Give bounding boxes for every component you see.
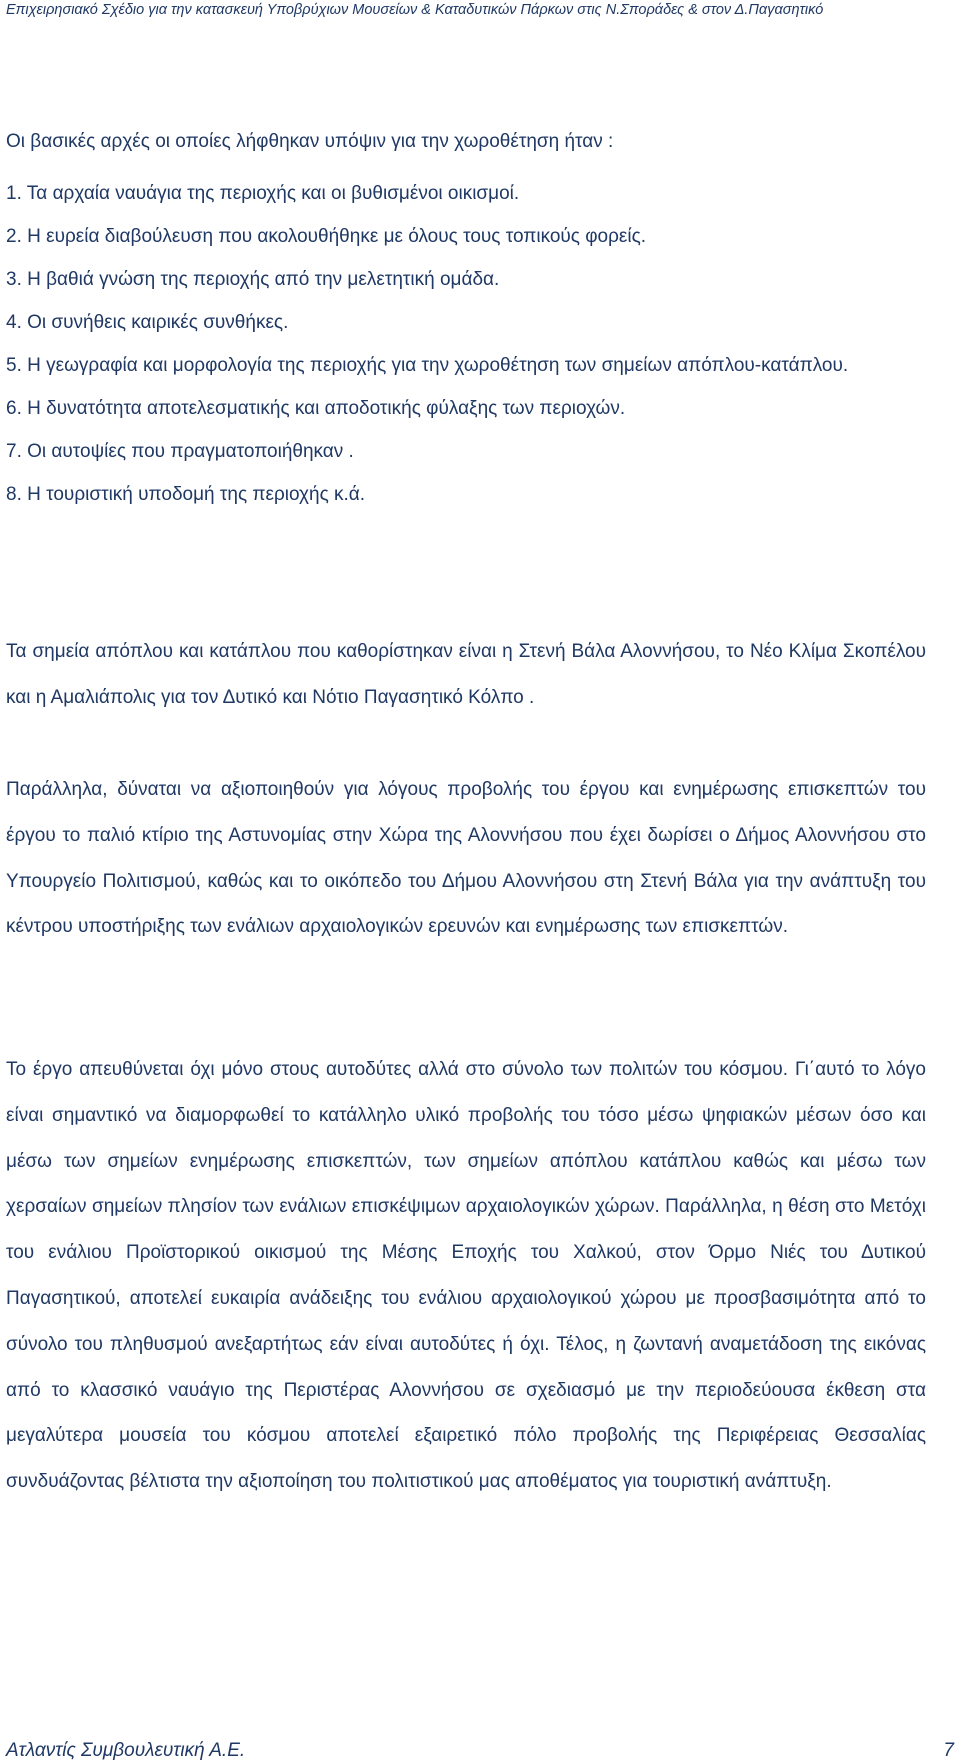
criteria-item: 6. Η δυνατότητα αποτελεσματικής και αποδοτικής φύλαξης των περιοχών. [6,398,626,419]
criteria-item: 7. Οι αυτοψίες που πραγματοποιήθηκαν . [6,441,354,462]
criteria-item: 5. Η γεωγραφία και μορφολογία της περιοχής για την χωροθέτηση των σημείων απόπλου-κατάπλου. [6,355,849,376]
criteria-item: 3. Η βαθιά γνώση της περιοχής από την μελετητική ομάδα. [6,269,500,290]
criteria-item: 4. Οι συνήθεις καιρικές συνθήκες. [6,312,289,333]
page-header: Επιχειρησιακό Σχέδιο για την κατασκευή Υποβρύχιων Μουσείων & Καταδυτικών Πάρκων στις Ν.Σποράδες & στον Δ.Παγασητικό [6,2,824,18]
footer-company-name: Ατλαντίς Συμβουλευτική Α.Ε. [6,1740,246,1761]
page-footer [6,1740,954,1764]
page-number: 7 [943,1740,954,1761]
promotion-facilities-paragraph: Παράλληλα, δύναται να αξιοποιηθούν για λόγους προβολής του έργου και ενημέρωσης επισκεπτών του έργου το παλιό κτίριο της Αστυνομίας στην Χώρα της Αλοννήσου που έχει δωρίσει ο Δήμος Αλοννήσου στο Υπουργείο Πολιτισμού, καθώς και το οικόπεδο του Δήμου Αλοννήσου στη Στενή Βάλα για την ανάπτυξη του κέντρου υποστήριξης των ενάλιων αρχαιολογικών ερευνών και ενημέρωσης των επισκεπτών. [6,779,926,938]
departure-points-paragraph: Τα σημεία απόπλου και κατάπλου που καθορίστηκαν είναι η Στενή Βάλα Αλοννήσου, το Νέο Κλίμα Σκοπέλου και η Αμαλιάπολις για τον Δυτικό και Νότιο Παγασητικό Κόλπο . [6,641,926,708]
criteria-list [6,172,958,516]
criteria-item: 2. Η ευρεία διαβούλευση που ακολουθήθηκε με όλους τους τοπικούς φορείς. [6,226,647,247]
criteria-item: 8. Η τουριστική υποδομή της περιοχής κ.ά. [6,484,366,505]
criteria-item: 1. Τα αρχαία ναυάγια της περιοχής και οι βυθισμένοι οικισμοί. [6,183,520,204]
criteria-intro: Οι βασικές αρχές οι οποίες λήφθηκαν υπόψιν για την χωροθέτηση ήταν : [6,131,614,152]
audience-promotion-paragraph: Το έργο απευθύνεται όχι μόνο στους αυτοδύτες αλλά στο σύνολο των πολιτών του κόσμου. Γι΄αυτό το λόγο είναι σημαντικό να διαμορφωθεί το κατάλληλο υλικό προβολής του τόσο μέσω ψηφιακών μέσων όσο και μέσω των σημείων ενημέρωσης επισκεπτών, των σημείων απόπλου κατάπλου καθώς και μέσω των χερσαίων σημείων πλησίον των ενάλιων επισκέψιμων αρχαιολογικών χώρων. Παράλληλα, η θέση στο Μετόχι του ενάλιου Προϊστορικού οικισμού της Μέσης Εποχής του Χαλκού, στον Όρμο Νιές του Δυτικού Παγασητικού, αποτελεί ευκαιρία ανάδειξης του ενάλιου αρχαιολογικού χώρου με προσβασιμότητα από το σύνολο του πληθυσμού ανεξαρτήτως εάν είναι αυτοδύτες ή όχι. Τέλος, η ζωντανή αναμετάδοση της εικόνας από το κλασσικό ναυάγιο της Περιστέρας Αλοννήσου σε σχεδιασμό με την περιοδεύουσα έκθεση στα μεγαλύτερα μουσεία του κόσμου αποτελεί εξαιρετικό πόλο προβολής της Περιφέρειας Θεσσαλίας συνδυάζοντας βέλτιστα την αξιοποίηση του πολιτιστικού μας αποθέματος για τουριστική ανάπτυξη. [6,1059,926,1493]
